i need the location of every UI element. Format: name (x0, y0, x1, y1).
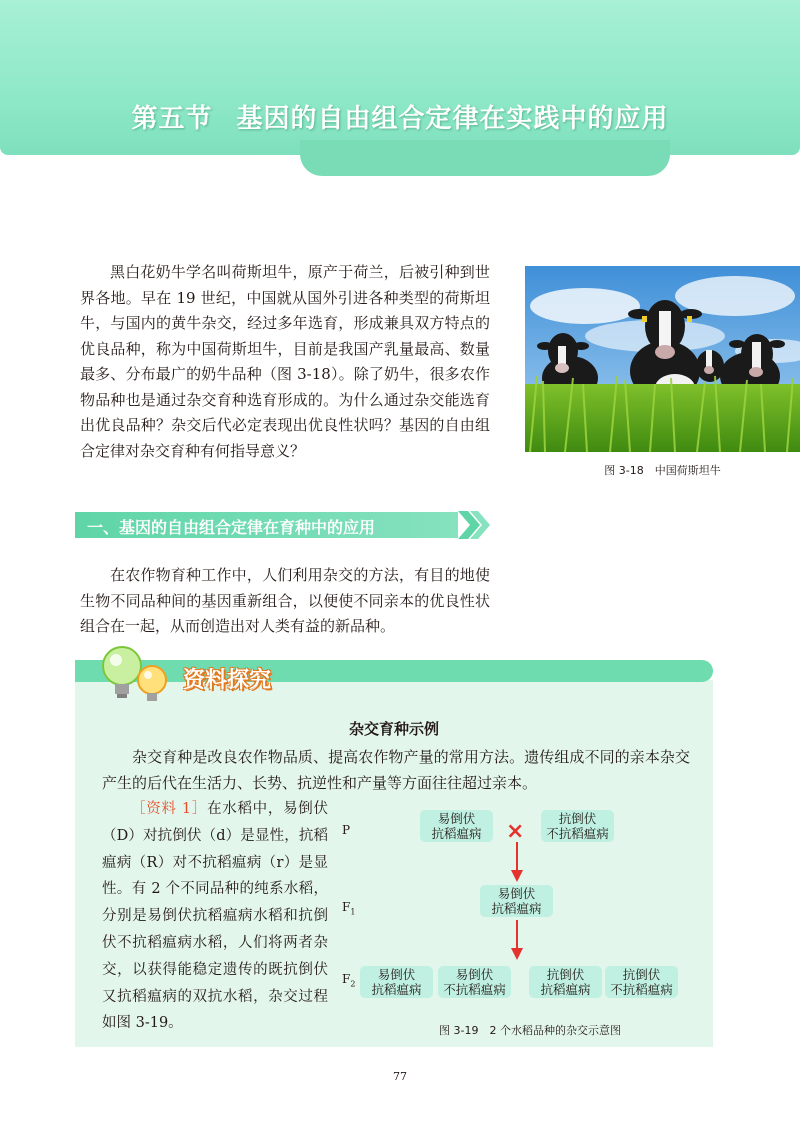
intro-paragraph: 黑白花奶牛学名叫荷斯坦牛，原产于荷兰，后被引种到世界各地。早在 19 世纪，中国就从国外引进各种类型的荷斯坦牛，与国内的黄牛杂交，经过多年选育，形成兼具双方特点的优良品种，称为中国荷斯坦牛，目前是我国产乳量最高、数量最多、分布最广的奶牛品种（图 3-18）。除了奶牛，很多农作物品种也是通过杂交育种选育形成的。为什么通过杂交能选育出优良品种？杂交后代必定表现出优良性状吗？基因的自由组合定律对杂交育种有何指导意义？ (80, 263, 490, 460)
parent-node-right: 抗倒伏 不抗稻瘟病 (541, 810, 614, 842)
arrow-down-icon (511, 920, 523, 960)
section-heading: 一、基因的自由组合定律在育种中的应用 (87, 518, 376, 537)
holstein-cow-photo (525, 266, 800, 452)
material-1-text (102, 796, 328, 1037)
f2-node: 易倒伏 抗稻瘟病 (360, 966, 433, 998)
figure-3-18-caption: 图 3-18 中国荷斯坦牛 (604, 464, 721, 477)
explore-box-label: 资料探究 (183, 668, 272, 693)
chapter-title (0, 98, 800, 135)
f2-node: 抗倒伏 不抗稻瘟病 (605, 966, 678, 998)
chapter-banner-tab (300, 140, 670, 176)
generation-f2-label: $F_2$ (342, 972, 356, 989)
section-title: 基因的自由组合定律在实践中的应用 (236, 104, 669, 134)
cow-right-small (696, 350, 724, 382)
explore-box-intro: 杂交育种是改良农作物品质、提高农作物产量的常用方法。遗传组成不同的亲本杂交产生的后代在生活力、长势、抗逆性和产量等方面往往超过亲本。 (102, 748, 690, 792)
generation-p-label: P (342, 823, 351, 837)
section1-paragraph: 在农作物育种工作中，人们利用杂交的方法，有目的地使生物不同品种间的基因重新组合，以便使不同亲本的优良性状组合在一起，从而创造出对人类有益的新品种。 (80, 566, 490, 635)
f2-node: 抗倒伏 抗稻瘟病 (529, 966, 602, 998)
page-number: 77 (393, 1070, 407, 1083)
arrow-down-icon (511, 842, 523, 882)
f2-node: 易倒伏 不抗稻瘟病 (438, 966, 511, 998)
explore-box-bar (75, 660, 713, 682)
figure-3-19-caption: 图 3-19 2 个水稻品种的杂交示意图 (439, 1024, 621, 1037)
generation-f1-label: $F_1$ (342, 900, 356, 917)
parent-node-left: 易倒伏 抗稻瘟病 (420, 810, 493, 842)
section-heading-bar (75, 512, 458, 538)
double-chevron-icon (456, 510, 492, 540)
material-1-tag: ［资料 1］ (131, 801, 208, 817)
section-number: 第五节 (131, 104, 213, 134)
cross-symbol: × (506, 819, 525, 844)
f1-node: 易倒伏 抗稻瘟病 (480, 885, 553, 917)
material-1-body: 在水稻中，易倒伏（D）对抗倒伏（d）是显性，抗稻瘟病（R）对不抗稻瘟病（r）是显性。有 2 个不同品种的纯系水稻，分别是易倒伏抗稻瘟病水稻和抗倒伏不抗稻瘟病水稻，人们将两者杂交，以获得能稳定遗传的既抗倒伏又抗稻瘟病的双抗水稻，杂交过程如图 3-19。 (102, 801, 328, 1032)
explore-box-title: 杂交育种示例 (348, 720, 439, 738)
lightbulb-icon (98, 644, 168, 706)
